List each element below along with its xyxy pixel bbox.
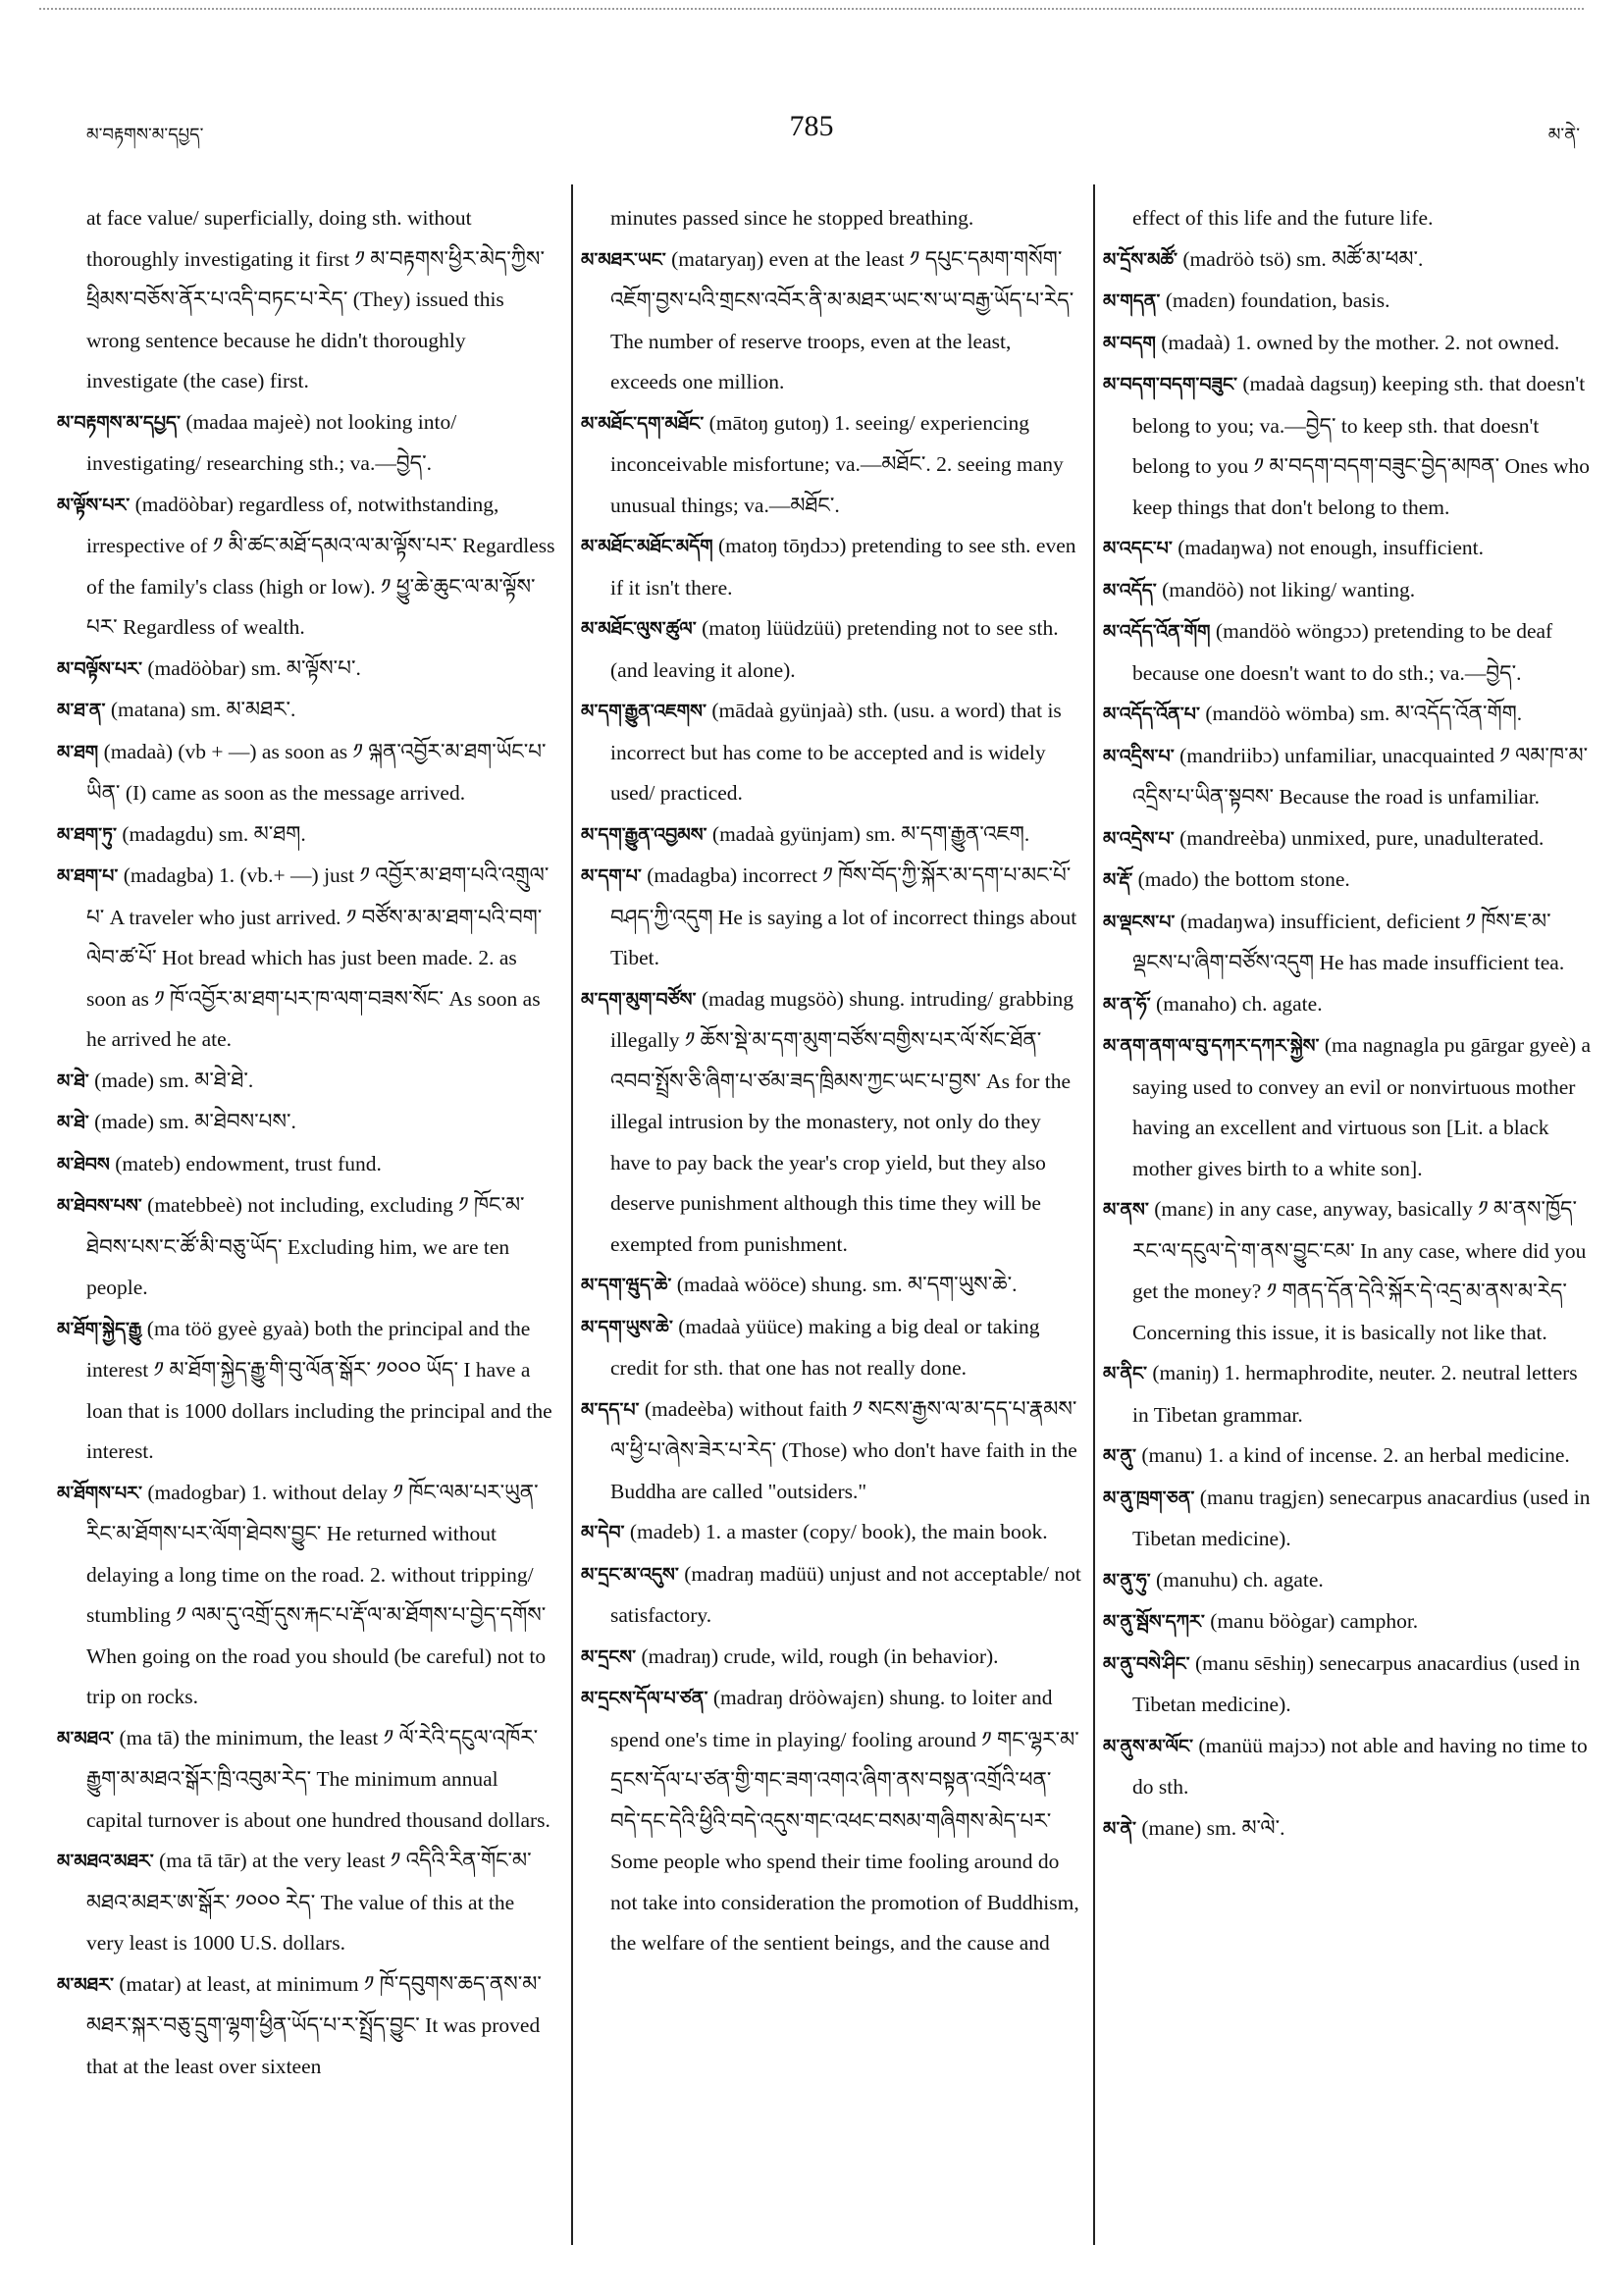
dictionary-entry bbox=[581, 1307, 1081, 1389]
entry-headword: མ་ཐེབས bbox=[57, 1153, 110, 1175]
entry-headword: མ་མཐར་ཡང་ bbox=[581, 248, 666, 271]
entry-definition: (madaà) (vb + —) as soon as ༡ ལྐན་འབྱོར་མ་ཐག་ཡོང་པ་ཡིན་ (I) came as soon as the message arrived. bbox=[86, 739, 547, 805]
dictionary-entry bbox=[57, 856, 555, 1061]
entry-headword: མ་དག་རྒྱུན་འབྱམས་ bbox=[581, 823, 707, 846]
column-divider bbox=[571, 184, 573, 2245]
entry-headword: མ་བདག་བདག་བཟུང་ bbox=[1103, 374, 1237, 395]
dictionary-entry bbox=[581, 979, 1081, 1266]
dictionary-entry bbox=[1103, 1025, 1594, 1189]
dictionary-entry bbox=[57, 649, 555, 691]
entry-headword: མ་འདྲིས་པ་ bbox=[1103, 745, 1175, 767]
entry-continuation bbox=[1103, 198, 1594, 239]
entry-definition: (madagba) 1. (vb.+ —) just ༡ འབྱོར་མ་ཐག་པའི་འགྲུལ་པ་ A traveler who just arrived. ༡ བཙོས་མ་མ་ཐག་པའི་བག་ལེབ་ཚ་པོ་ Hot bread which has just been made. 2. as soon as ༡ ཁོ་འབྱོར་མ་ཐག་པར་ཁ་ལག་བཟས་སོང་ As soon as he arrived he ate. bbox=[86, 863, 550, 1051]
running-head-right: མ་ནེ་ bbox=[1547, 125, 1580, 145]
entry-headword: མ་འདོད་འོན་གོག bbox=[1103, 621, 1211, 643]
entry-definition: (ma töö gyeè gyaà) both the principal and the interest ༡ མ་ཐོག་སྐྱེད་རྒྱུ་གི་བུ་ལོན་སྒོར་ ༡༠༠༠ ཡོད་ I have a loan that is 1000 dollars including the principal and the interest. bbox=[86, 1316, 552, 1463]
dictionary-entry bbox=[1103, 902, 1594, 984]
page-number: 785 bbox=[789, 110, 834, 142]
entry-headword: མ་ནུ་བསེ་ཤིང་ bbox=[1103, 1652, 1190, 1675]
entry-definition: (made) sm. མ་ཐེབས་པས་. bbox=[94, 1110, 296, 1133]
dictionary-entry bbox=[581, 1554, 1081, 1637]
dictionary-entry bbox=[57, 732, 555, 814]
dictionary-entry bbox=[1103, 818, 1594, 861]
entry-definition: (mandriibɔ) unfamiliar, unacquainted ༡ ལམ་ཁ་མ་འདྲིས་པ་ཡིན་སྟབས་ Because the road is unfamiliar. bbox=[1132, 743, 1589, 809]
entry-definition: (matoŋ lüüdzüü) pretending not to see sth. (and leaving it alone). bbox=[610, 616, 1059, 682]
entry-headword: མ་མཐར་ bbox=[57, 1973, 114, 1996]
entry-definition: (madraŋ) crude, wild, rough (in behavior). bbox=[641, 1644, 999, 1668]
entry-definition: (manaho) ch. agate. bbox=[1156, 991, 1323, 1016]
dictionary-entry bbox=[1103, 1601, 1594, 1644]
dictionary-entry bbox=[1103, 1189, 1594, 1353]
entry-definition: effect of this life and the future life. bbox=[1132, 206, 1434, 230]
entry-definition: minutes passed since he stopped breathing. bbox=[610, 206, 974, 230]
entry-headword: མ་དེབ་ bbox=[581, 1522, 625, 1543]
entry-definition: (mandöò wömba) sm. མ་འདོད་འོན་གོག. bbox=[1205, 702, 1523, 725]
entry-headword: མ་ཐེ་ bbox=[57, 1070, 89, 1092]
entry-headword: མ་རྡོ་ bbox=[1103, 869, 1133, 891]
entry-headword: མ་འདོད་ bbox=[1103, 579, 1157, 601]
entry-definition: (madöòbar) regardless of, notwithstanding, irrespective of ༡ མི་ཚང་མཐོ་དམའ་ལ་མ་ལྟོས་པར་ Regardless of the family's class (high or low). ༡ ཕྱུ་ཆེ་ཆུང་ལ་མ་ལྟོས་པར་ Regardless of wealth. bbox=[86, 492, 555, 639]
dictionary-entry bbox=[1103, 570, 1594, 612]
entry-headword: མ་ཐེ་ bbox=[57, 1112, 89, 1133]
entry-headword: མ་ནུ་ bbox=[1103, 1445, 1136, 1467]
dictionary-entry bbox=[57, 1144, 555, 1186]
entry-headword: མ་ན་ཧོ་ bbox=[1103, 993, 1151, 1016]
entry-headword: མ་མཐའ་མཐར་ bbox=[57, 1851, 154, 1872]
entry-definition: (manu sēshiŋ) senecarpus anacardius (used in Tibetan medicine). bbox=[1132, 1650, 1581, 1716]
entry-headword: མ་ཐག bbox=[57, 741, 99, 763]
entry-definition: (manɛ) in any case, anyway, basically ༡ མ་ནས་ཁྱོད་རང་ལ་དངུལ་དེ་ག་ནས་བྱུང་ངམ་ In any case, where did you get the money? ༡ གནད་དོན་དེའི་སྐོར་དེ་འདྲ་མ་ནས་མ་རེད་ Concerning this issue, it is basically not like that. bbox=[1132, 1197, 1587, 1344]
entry-continuation bbox=[581, 198, 1081, 239]
entry-headword: མ་ཐག་ཏུ་ bbox=[57, 823, 117, 846]
entry-definition: (madaà gyünjam) sm. མ་དག་རྒྱུན་འཇག. bbox=[711, 821, 1030, 846]
entry-definition: (madag mugsöò) shung. intruding/ grabbing illegally ༡ ཆོས་སྡེ་མ་དག་མུག་བཙོས་བགྱིས་པར་ལོ་སོང་ཐོན་འབབ་སྤྲོས་ཅི་ཞིག་པ་ཙམ་ཟད་ཁྲིམས་ཀྱང་ཡང་པ་བྱས་ As for the illegal intrusion by the monastery, not only do they have to pay back the year's crop yield, but they also deserve punishment although this time they will be exempted from punishment. bbox=[610, 986, 1074, 1256]
dictionary-entry bbox=[581, 814, 1081, 857]
entry-definition: (madagdu) sm. མ་ཐག. bbox=[122, 821, 306, 846]
entry-definition: (manu tragjɛn) senecarpus anacardius (used in Tibetan medicine). bbox=[1132, 1485, 1591, 1550]
entry-definition: (madɛn) foundation, basis. bbox=[1165, 288, 1390, 312]
entry-definition: (madaŋwa) not enough, insufficient. bbox=[1178, 536, 1484, 559]
dictionary-entry bbox=[1103, 239, 1594, 282]
entry-definition: (madöòbar) sm. མ་ལྟོས་པ་. bbox=[147, 655, 361, 680]
entry-headword: མ་འདྲེས་པ་ bbox=[1103, 827, 1175, 850]
dictionary-entry bbox=[57, 402, 555, 485]
entry-headword: མ་དྲང་མ་འདུས་ bbox=[581, 1563, 679, 1586]
entry-headword: མ་ལྟོས་པར་ bbox=[57, 494, 131, 516]
entry-definition: (madraŋ madüü) unjust and not acceptable/ not satisfactory. bbox=[610, 1561, 1081, 1627]
entry-headword: མ་དག་ཡུས་ཆེ་ bbox=[581, 1316, 673, 1338]
entry-definition: (madröò tsö) sm. མཚོ་མ་ཕམ་. bbox=[1182, 246, 1424, 271]
entry-definition: (mandöò) not liking/ wanting. bbox=[1162, 577, 1416, 601]
dictionary-entry bbox=[1103, 281, 1594, 323]
entry-definition: (madeèba) without faith ༡ སངས་རྒྱས་ལ་མ་དད་པ་རྣམས་ལ་ཕྱི་པ་ཞེས་ཟེར་པ་རེད་ (Those) who don't have faith in the Buddha are called "outsiders." bbox=[610, 1396, 1077, 1503]
dictionary-entry bbox=[1103, 323, 1594, 365]
entry-definition: (madaŋwa) insufficient, deficient ༡ ཁོས་ཇ་མ་ལྡངས་པ་ཞིག་བཙོས་འདུག He has made insufficient tea. bbox=[1132, 909, 1565, 974]
entry-headword: མ་ཐག་པ་ bbox=[57, 865, 119, 887]
dictionary-entry bbox=[57, 1841, 555, 1964]
entry-headword: མ་དྲོས་མཚོ་ bbox=[1103, 248, 1178, 271]
entry-headword: མ་མཐོང་དག་མཐོང་ bbox=[581, 412, 705, 435]
entry-definition: (madaà dagsuŋ) keeping sth. that doesn't belong to you; va.—བྱེད་ to keep sth. that doesn't belong to you ༡ མ་བདག་བདག་བཟུང་བྱེད་མཁན་ Ones who keep things that don't belong to them. bbox=[1132, 372, 1591, 519]
dictionary-entry bbox=[581, 526, 1081, 608]
entry-definition: (mataryaŋ) even at the least ༡ དཔུང་དམག་གསོག་འཇོག་བྱས་པའི་གྲངས་འབོར་ནི་མ་མཐར་ཡང་ས་ཡ་བརྒྱ་ཡོད་པ་རེད་ The number of reserve troops, even at the least, exceeds one million. bbox=[610, 246, 1074, 393]
entry-definition: (maniŋ) 1. hermaphrodite, neuter. 2. neutral letters in Tibetan grammar. bbox=[1132, 1361, 1578, 1427]
entry-definition: (madaà yüüce) making a big deal or taking credit for sth. that one has not really done. bbox=[610, 1314, 1040, 1380]
entry-definition: (matana) sm. མ་མཐར་. bbox=[110, 698, 296, 721]
entry-definition: (madraŋ dröòwajɛn) shung. to loiter and spend one's time in playing/ fooling around ༡ གང་ལྷར་མ་དྲངས་དོལ་པ་ཙན་གྱི་གང་ཟག་འགའ་ཞིག་ནས་བསྟན་འགྲོའི་ཕན་བདེ་དང་དེའི་ཕྱིའི་བདེ་འདུས་གང་འཕང་བསམ་གཞིགས་མེད་པར་ Some people who spend their time fooling around do not take into consideration the promotion of Buddhism, the welfare of the sentient beings, and the cause and bbox=[610, 1686, 1079, 1955]
entry-definition: (manu böògar) camphor. bbox=[1210, 1609, 1419, 1633]
entry-definition: (manu) 1. a kind of incense. 2. an herbal medicine. bbox=[1141, 1443, 1570, 1467]
entry-definition: (mādaà gyünjaà) sth. (usu. a word) that is incorrect but has come to be accepted and is widely used/ practiced. bbox=[610, 699, 1062, 805]
entry-headword: མ་ནིང་ bbox=[1103, 1363, 1147, 1384]
entry-headword: མ་ནེ་ bbox=[1103, 1817, 1136, 1840]
entry-headword: མ་མཐོང་ལུས་ཚུལ་ bbox=[581, 618, 697, 640]
dictionary-entry bbox=[581, 608, 1081, 691]
dictionary-entry bbox=[1103, 528, 1594, 570]
scan-edge-line bbox=[39, 8, 1584, 12]
entry-definition: (madogbar) 1. without delay ༡ ཁོང་ལམ་པར་ཡུན་རིང་མ་ཐོགས་པར་ལོག་ཐེབས་བྱུང་ He returned without delaying a long time on the road. 2. without tripping/ stumbling ༡ ལམ་དུ་འགྲོ་དུས་རྐང་པ་རྡོ་ལ་མ་ཐོགས་པ་བྱེད་དགོས་ When going on the road you should (be careful) not to trip on rocks. bbox=[86, 1480, 547, 1708]
entry-headword: མ་དག་ཝུད་ཆེ་ bbox=[581, 1275, 672, 1296]
dictionary-entry bbox=[1103, 984, 1594, 1026]
entry-headword: མ་ལྡངས་པ་ bbox=[1103, 911, 1176, 933]
entry-definition: (manuhu) ch. agate. bbox=[1156, 1567, 1324, 1592]
entry-headword: མ་ནག་ནག་ལ་བུ་དཀར་དཀར་སྐྱེས་ bbox=[1103, 1035, 1320, 1057]
dictionary-entry bbox=[57, 1964, 555, 2088]
dictionary-entry bbox=[581, 1678, 1081, 1964]
dictionary-entry bbox=[1103, 1353, 1594, 1435]
entry-headword: མ་བདག bbox=[1103, 332, 1156, 354]
dictionary-entry bbox=[1103, 1726, 1594, 1808]
entry-definition: (manüü majɔɔ) not able and having no time to do sth. bbox=[1132, 1733, 1588, 1799]
dictionary-entry bbox=[1103, 694, 1594, 736]
entry-definition: (mandöò wöngɔɔ) pretending to be deaf because one doesn't want to do sth.; va.—བྱེད་. bbox=[1132, 619, 1553, 685]
dictionary-column-2 bbox=[581, 198, 1081, 1964]
entry-headword: མ་ཐོག་སྐྱེད་རྒྱུ bbox=[57, 1318, 142, 1340]
entry-continuation bbox=[57, 198, 555, 402]
entry-headword: མ་ཐ་ན་ bbox=[57, 700, 106, 721]
entry-headword: མ་དག་པ་ bbox=[581, 865, 642, 887]
entry-definition: (ma tā) the minimum, the least ༡ ལོ་རེའི་དངུལ་འཁོར་རྒྱུག་མ་མཐའ་སྒོར་ཁྲི་འབུམ་རེད་ The minimum annual capital turnover is about one hundred thousand dollars. bbox=[86, 1725, 550, 1832]
running-head-left: མ་བརྟགས་མ་དཔྱད་ bbox=[86, 125, 204, 145]
entry-headword: མ་མཐའ་ bbox=[57, 1727, 115, 1749]
dictionary-entry bbox=[1103, 860, 1594, 902]
dictionary-entry bbox=[57, 814, 555, 857]
dictionary-entry bbox=[57, 1185, 555, 1309]
dictionary-entry bbox=[57, 690, 555, 732]
entry-headword: མ་ནུ་སྦོས་དཀར་ bbox=[1103, 1611, 1205, 1633]
entry-definition: (mātoŋ gutoŋ) 1. seeing/ experiencing inconceivable misfortune; va.—མཐོང་. 2. seeing many unusual things; va.—མཐོང་. bbox=[610, 410, 1064, 517]
entry-definition: (ma tā tār) at the very least ༡ འདིའི་རིན་གོང་མ་མཐའ་མཐར་ཨ་སྒོར་ ༡༠༠༠ རེད་ The value of this at the very least is 1000 U.S. dollars. bbox=[86, 1849, 532, 1955]
entry-definition: (madaà) 1. owned by the mother. 2. not owned. bbox=[1161, 330, 1560, 354]
entry-definition: (mane) sm. མ་ལེ་. bbox=[1141, 1815, 1285, 1840]
dictionary-entry bbox=[581, 691, 1081, 814]
dictionary-entry bbox=[57, 1718, 555, 1842]
dictionary-entry bbox=[57, 1061, 555, 1103]
dictionary-entry bbox=[57, 1473, 555, 1718]
entry-headword: མ་ནུ་ཁྲག་ཅན་ bbox=[1103, 1487, 1195, 1509]
dictionary-column-3 bbox=[1103, 198, 1594, 1850]
dictionary-entry bbox=[57, 1309, 555, 1473]
dictionary-entry bbox=[581, 1637, 1081, 1679]
entry-headword: མ་དད་པ་ bbox=[581, 1398, 640, 1421]
dictionary-entry bbox=[57, 485, 555, 649]
dictionary-entry bbox=[581, 239, 1081, 403]
entry-definition: (matar) at least, at minimum ༡ ཁོ་དབུགས་ཆད་ནས་མ་མཐར་སྐར་བཅུ་དྲུག་ལྷག་ཕྱིན་ཡོད་པ་ར་སྤྲོད་བྱུང་ It was proved that at the least over sixteen bbox=[86, 1971, 542, 2078]
entry-headword: མ་གདན་ bbox=[1103, 290, 1161, 312]
dictionary-entry bbox=[581, 1265, 1081, 1307]
dictionary-entry bbox=[1103, 1808, 1594, 1851]
entry-headword: མ་མཐོང་མཐོང་མདོག bbox=[581, 536, 713, 557]
entry-headword: མ་བརྟགས་མ་དཔྱད་ bbox=[57, 411, 181, 434]
dictionary-entry bbox=[581, 856, 1081, 979]
entry-definition: (madaà wööce) shung. sm. མ་དག་ཡུས་ཆེ་. bbox=[676, 1273, 1018, 1296]
dictionary-entry bbox=[1103, 736, 1594, 818]
dictionary-entry bbox=[581, 1389, 1081, 1513]
dictionary-entry bbox=[1103, 364, 1594, 528]
dictionary-entry bbox=[581, 403, 1081, 527]
entry-definition: (matebbeè) not including, excluding ༡ ཁོང་མ་ཐེབས་པས་ང་ཚོ་མི་བཅུ་ཡོད་ Excluding him, we are ten people. bbox=[86, 1193, 525, 1299]
entry-definition: (madagba) incorrect ༡ ཁོས་བོད་ཀྱི་སྐོར་མ་དག་པ་མང་པོ་བཤད་ཀྱི་འདུག He is saying a lot of incorrect things about Tibet. bbox=[610, 863, 1077, 969]
entry-headword: མ་འདོད་འོན་པ་ bbox=[1103, 704, 1200, 725]
entry-headword: མ་ཐེབས་པས་ bbox=[57, 1195, 142, 1217]
dictionary-entry bbox=[1103, 1560, 1594, 1602]
dictionary-entry bbox=[581, 1512, 1081, 1554]
entry-headword: མ་དག་རྒྱུན་འཇགས་ bbox=[581, 701, 707, 722]
entry-definition: (madaa majeè) not looking into/ investigating/ researching sth.; va.—བྱེད་. bbox=[86, 409, 457, 475]
entry-headword: མ་ཐོགས་པར་ bbox=[57, 1482, 143, 1504]
entry-headword: མ་ནུས་མ་ལོང་ bbox=[1103, 1735, 1193, 1757]
entry-definition: (made) sm. མ་ཐེ་ཐེ་. bbox=[94, 1068, 254, 1092]
entry-definition: (mateb) endowment, trust fund. bbox=[115, 1151, 382, 1175]
entry-headword: མ་བལྟོས་པར་ bbox=[57, 657, 142, 680]
column-divider bbox=[1093, 184, 1095, 2245]
entry-headword: མ་དག་མུག་བཙོས་ bbox=[581, 988, 697, 1011]
dictionary-column-1 bbox=[57, 198, 555, 2087]
dictionary-entry bbox=[1103, 611, 1594, 694]
dictionary-entry bbox=[57, 1102, 555, 1144]
entry-definition: at face value/ superficially, doing sth. without thoroughly investigating it first ༡ མ་བརྟགས་ཕྱིར་མེད་ཀྱིས་ཕྲིམས་བཅོས་ནོར་པ་འདི་བཏང་པ་རེད་ (They) issued this wrong sentence because he didn't thoroughly investigate (the case) first. bbox=[86, 206, 545, 392]
dictionary-entry bbox=[1103, 1478, 1594, 1560]
entry-definition: (matoŋ tōŋdɔɔ) pretending to see sth. even if it isn't there. bbox=[610, 534, 1076, 600]
entry-headword: མ་ནས་ bbox=[1103, 1199, 1149, 1221]
dictionary-entry bbox=[1103, 1435, 1594, 1478]
entry-definition: (mandreèba) unmixed, pure, unadulterated. bbox=[1179, 825, 1544, 850]
entry-headword: མ་དྲངས་དོལ་པ་ཙན་ bbox=[581, 1688, 708, 1709]
entry-definition: (mado) the bottom stone. bbox=[1137, 867, 1350, 891]
entry-headword: མ་དྲངས་ bbox=[581, 1645, 637, 1668]
entry-headword: མ་འདང་པ་ bbox=[1103, 538, 1173, 559]
dictionary-entry bbox=[1103, 1644, 1594, 1726]
entry-definition: (madeb) 1. a master (copy/ book), the main book. bbox=[629, 1520, 1048, 1543]
entry-headword: མ་ནུ་ཧུ་ bbox=[1103, 1569, 1151, 1592]
entry-definition: (ma nagnagla pu gārgar gyeè) a saying used to convey an evil or nonvirtuous mother having an excellent and virtuous son [Lit. a black mother gives birth to a white son]. bbox=[1132, 1033, 1592, 1180]
